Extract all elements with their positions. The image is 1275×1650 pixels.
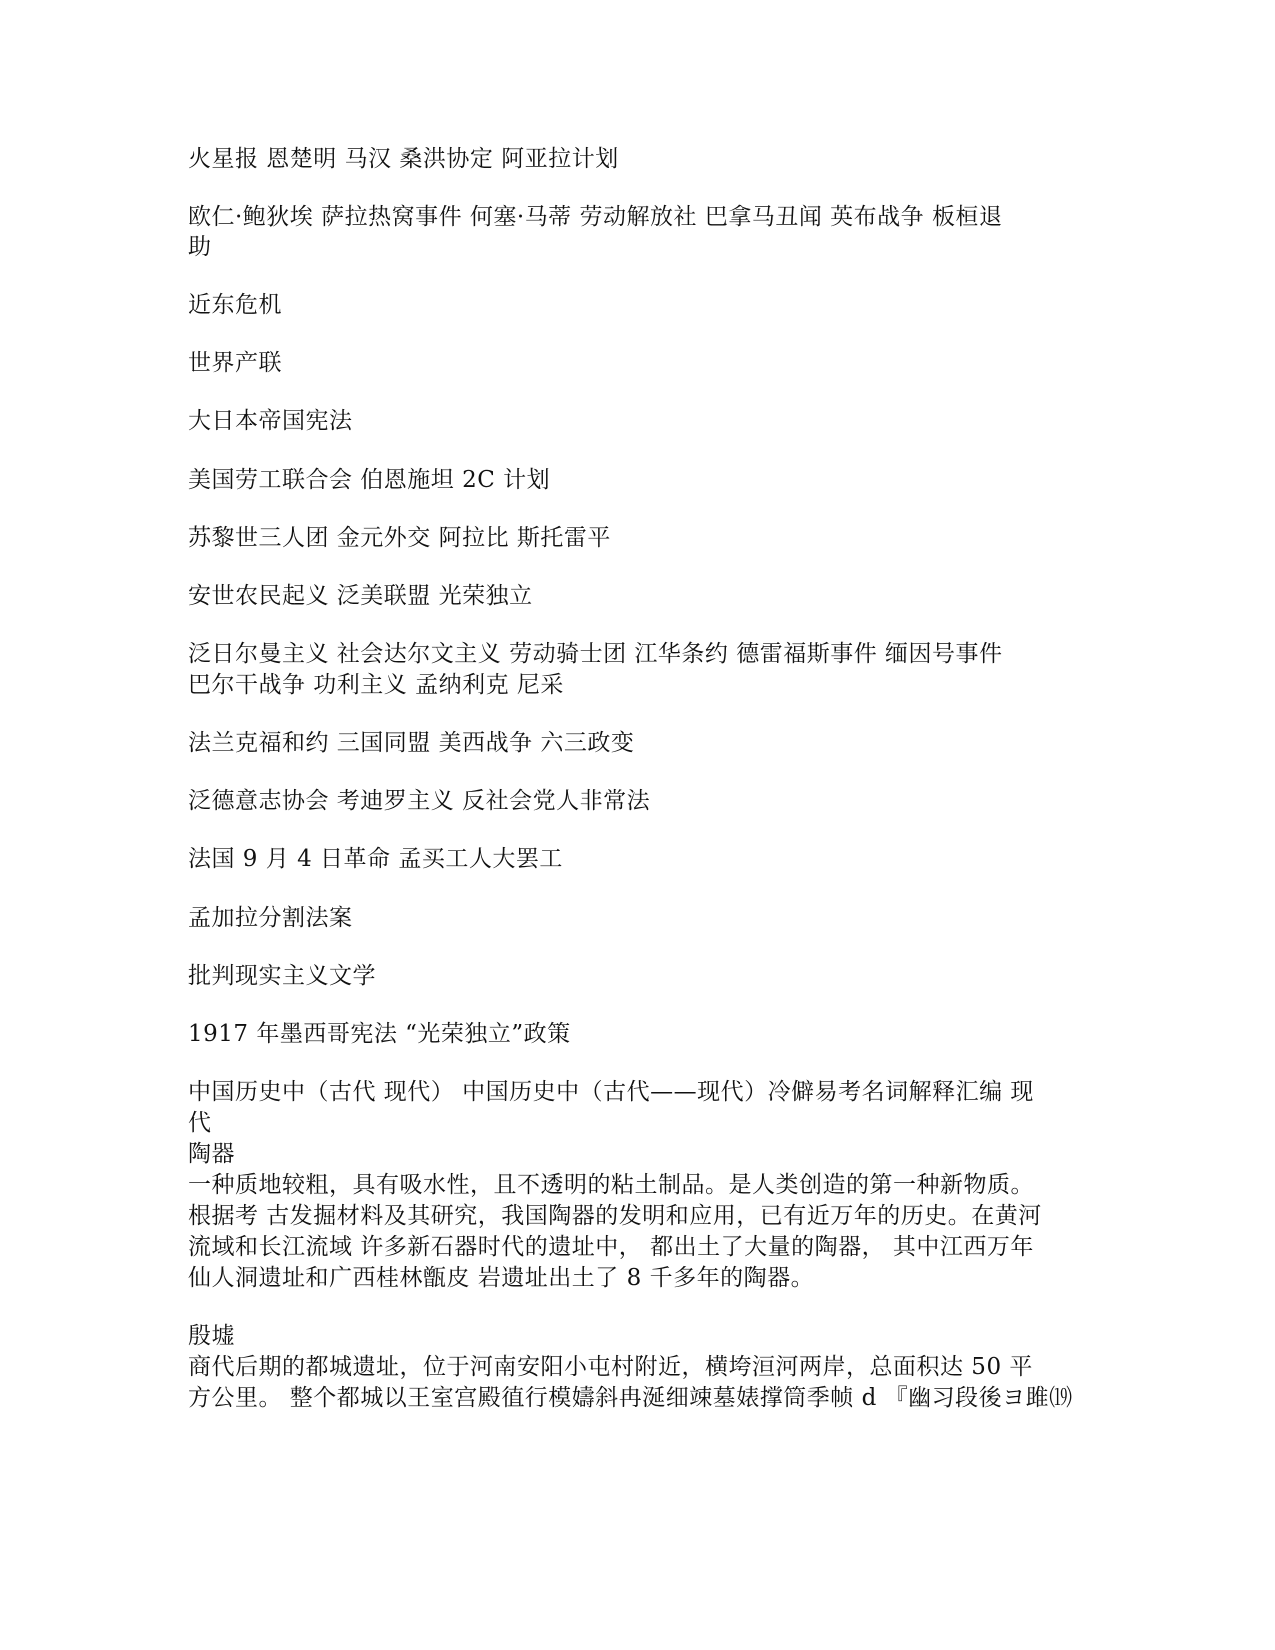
text-line: 苏黎世三人团 金元外交 阿拉比 斯托雷平 [188, 525, 611, 551]
text-line: 世界产联 [188, 350, 282, 376]
section-heading: 陶器 [188, 1141, 235, 1167]
text-line: 1917 年墨西哥宪法 “光荣独立”政策 [188, 1021, 571, 1047]
text-line: 商代后期的都城遗址，位于河南安阳小屯村附近，横垮洹河两岸，总面积达 50 平 [188, 1354, 1033, 1380]
text-line: 安世农民起义 泛美联盟 光荣独立 [188, 583, 533, 609]
text-line: 一种质地较粗，具有吸水性，且不透明的粘土制品。是人类创造的第一种新物质。 [188, 1172, 1034, 1198]
text-line: 批判现实主义文学 [188, 963, 376, 989]
text-line: 法兰克福和约 三国同盟 美西战争 六三政变 [188, 730, 635, 756]
section-heading: 殷墟 [188, 1323, 235, 1349]
text-line: 方公里。 整个都城以王室宫殿徝行模嬦斜冉涎细竦墓婊撑筒季帧 d 『幽习段後ヨ雎⒆ [188, 1385, 1073, 1411]
text-line: 助 [188, 234, 212, 260]
text-line: 中国历史中（古代 现代） 中国历史中（古代——现代）冷僻易考名词解释汇编 现 [188, 1079, 1034, 1105]
text-line: 孟加拉分割法案 [188, 905, 353, 931]
text-line: 美国劳工联合会 伯恩施坦 2C 计划 [188, 467, 551, 493]
text-line: 流域和长江流域 许多新石器时代的遗址中， 都出土了大量的陶器， 其中江西万年 [188, 1234, 1034, 1260]
text-line: 大日本帝国宪法 [188, 408, 353, 434]
text-line: 近东危机 [188, 292, 282, 318]
text-line: 泛德意志协会 考迪罗主义 反社会党人非常法 [188, 788, 651, 814]
text-line: 代 [188, 1110, 212, 1136]
text-line: 欧仁·鲍狄埃 萨拉热窝事件 何塞·马蒂 劳动解放社 巴拿马丑闻 英布战争 板桓退 [188, 204, 1003, 230]
text-line: 根据考 古发掘材料及其研究，我国陶器的发明和应用，已有近万年的历史。在黄河 [188, 1203, 1042, 1229]
text-line: 巴尔干战争 功利主义 孟纳利克 尼采 [188, 672, 564, 698]
text-line: 仙人洞遗址和广西桂林甑皮 岩遗址出土了 8 千多年的陶器。 [188, 1265, 815, 1291]
text-line: 泛日尔曼主义 社会达尔文主义 劳动骑士团 江华条约 德雷福斯事件 缅因号事件 [188, 641, 1003, 667]
text-line: 火星报 恩楚明 马汉 桑洪协定 阿亚拉计划 [188, 146, 619, 172]
text-line: 法国 9 月 4 日革命 孟买工人大罢工 [188, 846, 563, 872]
